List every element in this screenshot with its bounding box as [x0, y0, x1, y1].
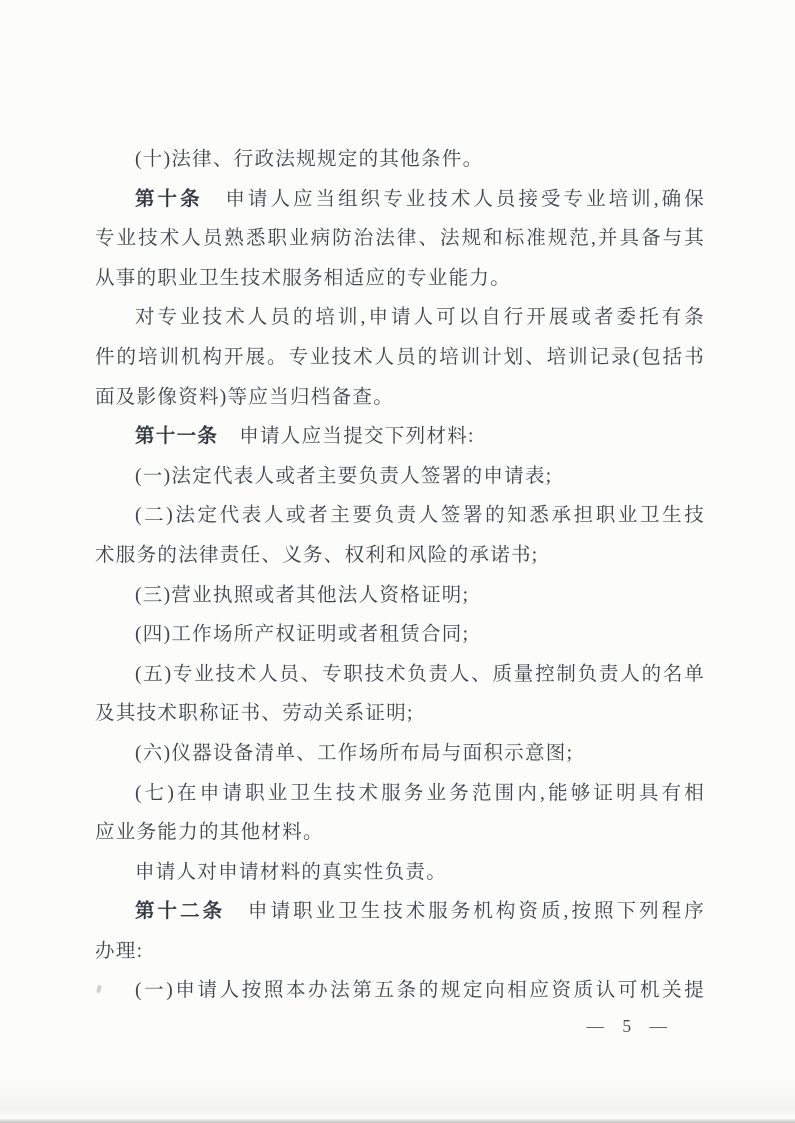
text-line [95, 971, 705, 1011]
text-line [95, 298, 705, 338]
article-heading: 第十条 [135, 188, 203, 210]
text-run: 面及影像资料)等应当归档备查。 [95, 386, 394, 408]
text-run: 申请人对申请材料的真实性负责。 [135, 861, 448, 883]
text-line [95, 774, 705, 814]
text-run: (三)营业执照或者其他法人资格证明; [135, 584, 470, 606]
text-line [95, 140, 705, 180]
text-run: 办理: [95, 940, 144, 962]
text-line [95, 853, 705, 893]
scan-bottom-edge [0, 1119, 795, 1123]
text-run: 及其技术职称证书、劳动关系证明; [95, 703, 414, 725]
text-line [95, 536, 705, 576]
text-run: (一)申请人按照本办法第五条的规定向相应资质认可机关提 [135, 980, 705, 1002]
text-line [95, 496, 705, 536]
text-run: 对专业技术人员的培训,申请人可以自行开展或者委托有条 [135, 307, 705, 329]
text-line [95, 655, 705, 695]
text-line [95, 932, 705, 972]
text-line [95, 457, 705, 497]
text-run: (一)法定代表人或者主要负责人签署的申请表; [135, 465, 553, 487]
page-number: — 5 — [586, 1016, 668, 1036]
text-line [95, 180, 705, 220]
scan-shadow-band [0, 1079, 795, 1115]
text-line [95, 813, 705, 853]
text-run: 申请人应当提交下列材料: [239, 426, 475, 448]
text-line [95, 338, 705, 378]
text-run: (七)在申请职业卫生技术服务业务范围内,能够证明具有相 [135, 782, 705, 804]
text-run: (六)仪器设备清单、工作场所布局与面积示意图; [135, 742, 574, 764]
text-run: 申请人应当组织专业技术人员接受专业培训,确保 [223, 188, 705, 210]
text-run: 应业务能力的其他材料。 [95, 822, 324, 844]
document-body [95, 140, 705, 1011]
text-line [95, 219, 705, 259]
text-run: 件的培训机构开展。专业技术人员的培训计划、培训记录(包括书 [95, 346, 705, 368]
article-heading: 第十二条 [135, 901, 226, 923]
text-line [95, 892, 705, 932]
text-run: (二)法定代表人或者主要负责人签署的知悉承担职业卫生技 [135, 505, 705, 527]
article-heading: 第十一条 [135, 426, 219, 448]
text-line [95, 734, 705, 774]
text-run: 从事的职业卫生技术服务相适应的专业能力。 [95, 267, 512, 289]
text-run: (四)工作场所产权证明或者租赁合同; [135, 624, 470, 646]
text-line [95, 694, 705, 734]
text-line [95, 417, 705, 457]
text-run: 申请职业卫生技术服务机构资质,按照下列程序 [246, 901, 705, 923]
text-run: (五)专业技术人员、专职技术负责人、质量控制负责人的名单 [135, 663, 705, 685]
text-line [95, 615, 705, 655]
text-run: 专业技术人员熟悉职业病防治法律、法规和标准规范,并具备与其 [95, 228, 705, 250]
text-run: 术服务的法律责任、义务、权利和风险的承诺书; [95, 544, 539, 566]
text-line [95, 576, 705, 616]
text-line [95, 378, 705, 418]
text-run: (十)法律、行政法规规定的其他条件。 [135, 149, 484, 170]
text-line [95, 259, 705, 299]
